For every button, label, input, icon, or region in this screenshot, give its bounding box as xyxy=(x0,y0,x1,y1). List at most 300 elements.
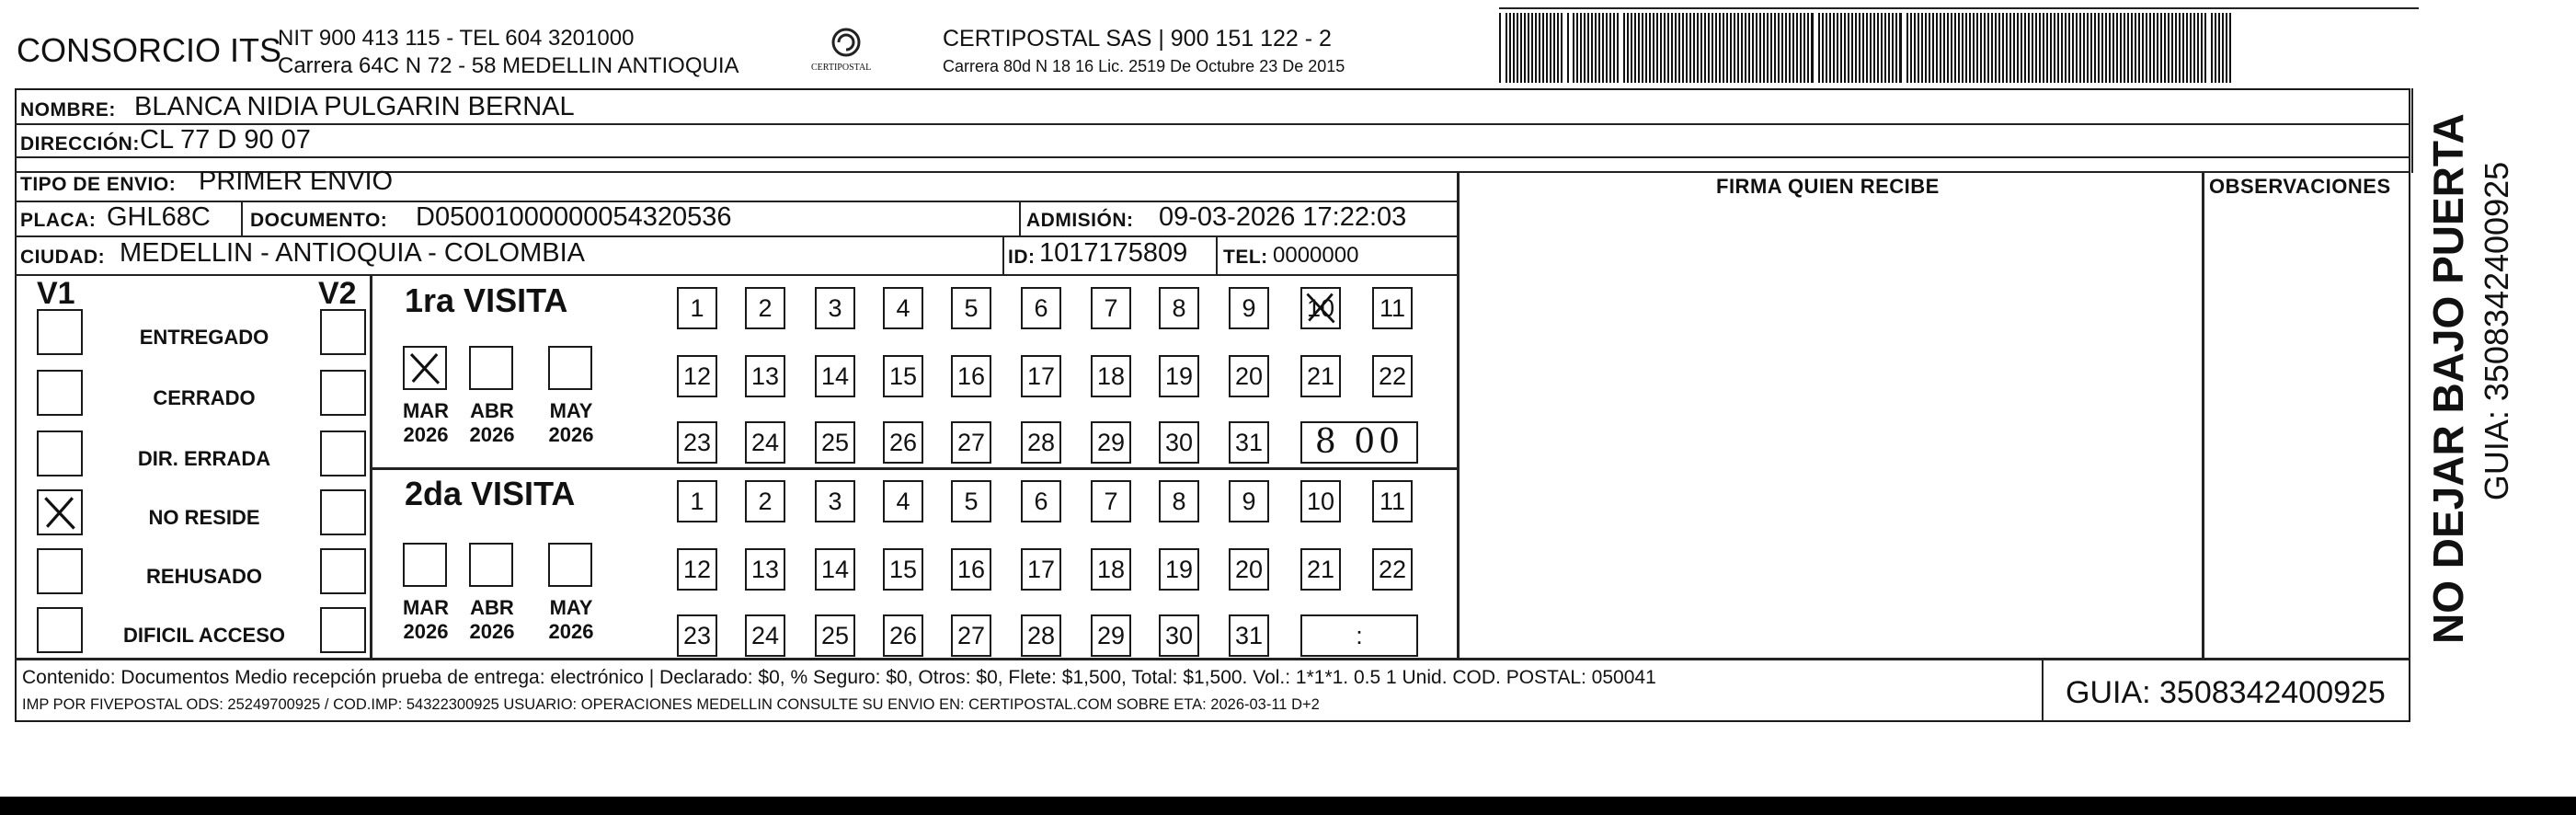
barcode-bar xyxy=(1675,13,1677,83)
month-checkbox[interactable] xyxy=(469,543,513,587)
barcode-bar xyxy=(2226,13,2227,83)
barcode-bar xyxy=(2171,13,2173,83)
status-label: NO RESIDE xyxy=(148,506,260,529)
day-box[interactable]: 5 xyxy=(951,287,991,329)
barcode-bar xyxy=(1623,13,1625,83)
tel-label: TEL: xyxy=(1223,247,1268,268)
barcode-bar xyxy=(1506,13,1507,83)
barcode-bar xyxy=(1752,13,1754,83)
day-box[interactable]: 28 xyxy=(1021,421,1061,464)
barcode-bar xyxy=(1800,13,1802,83)
barcode-bar xyxy=(2017,13,2019,83)
month-label: MAR xyxy=(402,596,450,619)
day-box[interactable]: 31 xyxy=(1229,614,1269,657)
barcode-bar xyxy=(1862,13,1864,83)
barcode xyxy=(1499,13,2235,83)
barcode-bar xyxy=(1910,13,1912,83)
barcode-bar xyxy=(1969,13,1971,83)
barcode-bar xyxy=(1602,13,1604,83)
day-box[interactable]: 27 xyxy=(951,614,991,657)
barcode-bar xyxy=(1535,13,1537,83)
day-box[interactable]: 1 xyxy=(677,287,717,329)
day-box[interactable]: 3 xyxy=(815,287,855,329)
day-box[interactable]: 30 xyxy=(1159,614,1199,657)
day-box[interactable]: 7 xyxy=(1091,480,1131,522)
barcode-bar xyxy=(2168,13,2170,83)
barcode-bar xyxy=(1884,13,1886,83)
v2-checkbox[interactable] xyxy=(320,309,366,355)
barcode-bar xyxy=(2160,13,2162,83)
barcode-bar xyxy=(2068,13,2070,83)
barcode-bar xyxy=(2146,13,2147,83)
barcode-bar xyxy=(1818,13,1820,83)
barcode-bar xyxy=(1649,13,1651,83)
month-label: ABR xyxy=(470,399,514,422)
barcode-bar xyxy=(1561,13,1563,83)
barcode-bar xyxy=(2050,13,2052,83)
barcode-bar xyxy=(2127,13,2129,83)
day-box[interactable]: 4 xyxy=(883,480,923,522)
nombre-label: NOMBRE: xyxy=(20,99,116,121)
day-box[interactable]: 10 xyxy=(1300,480,1341,522)
ciudad-value: MEDELLIN - ANTIOQUIA - COLOMBIA xyxy=(120,238,585,268)
v2-checkbox[interactable] xyxy=(320,430,366,476)
visit2-title: 2da VISITA xyxy=(405,475,576,512)
month-checkbox[interactable] xyxy=(403,543,447,587)
barcode-bar xyxy=(1973,13,1975,83)
month-label: ABR xyxy=(470,596,514,619)
barcode-bar xyxy=(2057,13,2059,83)
visit1-title: 1ra VISITA xyxy=(405,281,568,319)
barcode-bar xyxy=(1656,13,1658,83)
barcode-bar xyxy=(2142,13,2144,83)
barcode-bar xyxy=(1734,13,1735,83)
day-box[interactable]: 25 xyxy=(815,421,855,464)
day-box[interactable]: 8 xyxy=(1159,480,1199,522)
day-box[interactable]: 20 xyxy=(1229,355,1269,397)
barcode-bar xyxy=(2135,13,2136,83)
status-label: DIR. ERRADA xyxy=(137,447,271,470)
v1-checkbox[interactable] xyxy=(37,370,83,416)
barcode-bar xyxy=(1517,13,1518,83)
barcode-bar xyxy=(1929,13,1930,83)
day-box[interactable]: 21 xyxy=(1300,355,1341,397)
barcode-bar xyxy=(1584,13,1586,83)
day-box[interactable]: 14 xyxy=(815,355,855,397)
barcode-bar xyxy=(2112,13,2114,83)
barcode-bar xyxy=(1591,13,1593,83)
day-box[interactable]: 28 xyxy=(1021,614,1061,657)
day-box[interactable]: 12 xyxy=(677,548,717,591)
id-label: ID: xyxy=(1008,247,1036,268)
day-box[interactable]: 12 xyxy=(677,355,717,397)
barcode-bar xyxy=(1567,13,1569,83)
day-box[interactable]: 15 xyxy=(883,355,923,397)
day-box[interactable]: 14 xyxy=(815,548,855,591)
barcode-bar xyxy=(2138,13,2140,83)
barcode-bar xyxy=(1704,13,1706,83)
barcode-bar xyxy=(1557,13,1559,83)
day-box[interactable]: 1 xyxy=(677,480,717,522)
barcode-bar xyxy=(1513,13,1515,83)
barcode-bar xyxy=(1932,13,1934,83)
barcode-bar xyxy=(1962,13,1963,83)
v1-checkbox[interactable] xyxy=(37,548,83,594)
barcode-bar xyxy=(1954,13,1956,83)
barcode-bar xyxy=(1987,13,1989,83)
day-box[interactable]: 16 xyxy=(951,548,991,591)
barcode-bar xyxy=(2065,13,2067,83)
barcode-bar xyxy=(1844,13,1846,83)
logo-text: CERTIPOSTAL xyxy=(811,63,872,73)
barcode-bar xyxy=(2054,13,2055,83)
barcode-bar xyxy=(1553,13,1555,83)
placa-value: GHL68C xyxy=(107,202,211,232)
carrier-name: CERTIPOSTAL SAS | 900 151 122 - 2 xyxy=(943,26,1332,52)
barcode-bar xyxy=(2190,13,2192,83)
barcode-bar xyxy=(1940,13,1941,83)
barcode-bar xyxy=(1573,13,1574,83)
barcode-bar xyxy=(1546,13,1548,83)
barcode-bar xyxy=(1991,13,1993,83)
barcode-bar xyxy=(1951,13,1952,83)
barcode-bar xyxy=(2046,13,2048,83)
barcode-bar xyxy=(1770,13,1772,83)
barcode-bar xyxy=(2211,13,2213,83)
barcode-bar xyxy=(2094,13,2096,83)
day-box[interactable]: 26 xyxy=(883,421,923,464)
barcode-bar xyxy=(2006,13,2008,83)
barcode-bar xyxy=(1759,13,1761,83)
barcode-bar xyxy=(1947,13,1949,83)
barcode-bar xyxy=(1892,13,1894,83)
barcode-bar xyxy=(1678,13,1680,83)
day-box[interactable]: 9 xyxy=(1229,480,1269,522)
barcode-bar xyxy=(1851,13,1853,83)
barcode-bar xyxy=(1918,13,1919,83)
barcode-bar xyxy=(1958,13,1960,83)
barcode-bar xyxy=(1660,13,1662,83)
footer-guia: GUIA: 3508342400925 xyxy=(2066,675,2386,710)
day-box[interactable]: 5 xyxy=(951,480,991,522)
barcode-bar xyxy=(2083,13,2085,83)
barcode-bar xyxy=(1811,13,1814,83)
barcode-bar xyxy=(2035,13,2037,83)
day-box[interactable]: 17 xyxy=(1021,548,1061,591)
barcode-bar xyxy=(2105,13,2107,83)
day-box[interactable]: 11 xyxy=(1372,287,1413,329)
day-box[interactable]: 22 xyxy=(1372,548,1413,591)
barcode-bar xyxy=(1730,13,1732,83)
v1-checkbox[interactable] xyxy=(37,309,83,355)
barcode-bar xyxy=(1741,13,1743,83)
barcode-bar xyxy=(1642,13,1643,83)
barcode-bar xyxy=(1689,13,1691,83)
barcode-bar xyxy=(1613,13,1615,83)
barcode-bar xyxy=(1899,13,1902,83)
barcode-bar xyxy=(1925,13,1927,83)
barcode-bar xyxy=(2024,13,2026,83)
barcode-bar xyxy=(1855,13,1857,83)
barcode-bar xyxy=(1781,13,1783,83)
day-box[interactable]: 11 xyxy=(1372,480,1413,522)
day-box[interactable]: 26 xyxy=(883,614,923,657)
barcode-bar xyxy=(1737,13,1739,83)
barcode-bar xyxy=(2098,13,2100,83)
barcode-bar xyxy=(2201,13,2203,83)
day-box[interactable]: 9 xyxy=(1229,287,1269,329)
barcode-bar xyxy=(1664,13,1666,83)
barcode-bar xyxy=(1631,13,1632,83)
barcode-bar xyxy=(1995,13,1997,83)
barcode-bar xyxy=(1539,13,1540,83)
documento-label: DOCUMENTO: xyxy=(250,210,388,231)
barcode-bar xyxy=(1667,13,1669,83)
v1-checkbox[interactable] xyxy=(37,607,83,653)
barcode-bar xyxy=(2204,13,2206,83)
status-label: ENTREGADO xyxy=(139,326,269,349)
barcode-bar xyxy=(1980,13,1982,83)
day-box[interactable]: 24 xyxy=(745,614,785,657)
barcode-bar xyxy=(2013,13,2015,83)
barcode-bar xyxy=(1767,13,1769,83)
side-guia: GUIA: 3508342400925 xyxy=(2478,161,2515,501)
barcode-bar xyxy=(2222,13,2224,83)
barcode-bar xyxy=(1837,13,1838,83)
day-box[interactable]: 18 xyxy=(1091,355,1131,397)
month-year: 2026 xyxy=(469,423,515,446)
barcode-bar xyxy=(1606,13,1608,83)
barcode-bar xyxy=(1807,13,1809,83)
barcode-bar xyxy=(2229,13,2231,83)
company-nit-tel: NIT 900 413 115 - TEL 604 3201000 xyxy=(278,26,635,51)
day-box[interactable]: 6 xyxy=(1021,287,1061,329)
barcode-bar xyxy=(2179,13,2181,83)
day-box[interactable]: 13 xyxy=(745,548,785,591)
barcode-bar xyxy=(1833,13,1835,83)
day-box[interactable]: 27 xyxy=(951,421,991,464)
barcode-bar xyxy=(2120,13,2122,83)
barcode-bar xyxy=(1774,13,1776,83)
barcode-bar xyxy=(1803,13,1805,83)
v2-checkbox[interactable] xyxy=(320,489,366,535)
day-box[interactable]: 17 xyxy=(1021,355,1061,397)
month-checkbox[interactable] xyxy=(548,346,592,390)
day-box[interactable]: 24 xyxy=(745,421,785,464)
company-address: Carrera 64C N 72 - 58 MEDELLIN ANTIOQUIA xyxy=(278,53,739,78)
barcode-bar xyxy=(1976,13,1978,83)
barcode-bar xyxy=(1840,13,1842,83)
day-box[interactable]: 30 xyxy=(1159,421,1199,464)
day-box[interactable]: 8 xyxy=(1159,287,1199,329)
admision-label: ADMISIÓN: xyxy=(1026,210,1134,231)
day-box[interactable]: 29 xyxy=(1091,614,1131,657)
certipostal-logo-icon xyxy=(809,26,883,77)
firma-header: FIRMA QUIEN RECIBE xyxy=(1716,175,1940,198)
day-box[interactable]: 20 xyxy=(1229,548,1269,591)
side-warning: NO DEJAR BAJO PUERTA xyxy=(2424,113,2472,644)
barcode-bar xyxy=(1682,13,1684,83)
footer-imp: IMP POR FIVEPOSTAL ODS: 25249700925 / COD.IMP: 54322300925 USUARIO: OPERACIONES MEDELLIN CONSULTE SU ENVIO EN: CERTIPOSTAL.COM SOBRE ETA: 2026-03-11 D+2 xyxy=(22,696,1320,713)
day-box[interactable]: 31 xyxy=(1229,421,1269,464)
status-label: REHUSADO xyxy=(146,565,262,588)
day-box[interactable]: 16 xyxy=(951,355,991,397)
month-year: 2026 xyxy=(403,620,449,643)
barcode-bar xyxy=(2079,13,2081,83)
barcode-bar xyxy=(1595,13,1597,83)
day-box[interactable]: 18 xyxy=(1091,548,1131,591)
nombre-value: BLANCA NIDIA PULGARIN BERNAL xyxy=(134,92,575,121)
barcode-bar xyxy=(2164,13,2166,83)
barcode-bar xyxy=(2197,13,2199,83)
day-box[interactable]: 4 xyxy=(883,287,923,329)
barcode-bar xyxy=(1866,13,1868,83)
month-year: 2026 xyxy=(469,620,515,643)
day-box[interactable]: 13 xyxy=(745,355,785,397)
tel-value: 0000000 xyxy=(1273,243,1359,268)
barcode-bar xyxy=(1829,13,1831,83)
status-label: DIFICIL ACCESO xyxy=(122,624,285,647)
month-year: 2026 xyxy=(548,423,594,446)
barcode-bar xyxy=(1499,13,1501,83)
barcode-bar xyxy=(1617,13,1619,83)
footer-content: Contenido: Documentos Medio recepción prueba de entrega: electrónico | Declarado: $0, % Seguro: $0, Otros: $0, Flete: $1,500, Total: $1,500. Vol.: 1*1*1. 0.5 1 Unid. COD. POSTAL: 050041 xyxy=(22,667,1656,688)
day-box[interactable]: 22 xyxy=(1372,355,1413,397)
barcode-bar xyxy=(1697,13,1699,83)
id-value: 1017175809 xyxy=(1039,238,1188,268)
barcode-bar xyxy=(1881,13,1883,83)
barcode-bar xyxy=(2076,13,2078,83)
barcode-bar xyxy=(2131,13,2133,83)
v1-label: V1 xyxy=(37,276,75,311)
bottom-band xyxy=(0,797,2576,815)
time-box[interactable]: : xyxy=(1300,614,1418,657)
barcode-bar xyxy=(1576,13,1578,83)
barcode-bar xyxy=(1796,13,1798,83)
tipo-envio-value: PRIMER ENVIO xyxy=(199,166,394,196)
barcode-bar xyxy=(2157,13,2158,83)
barcode-bar xyxy=(1826,13,1827,83)
day-box[interactable]: 3 xyxy=(815,480,855,522)
barcode-bar xyxy=(1785,13,1787,83)
month-checkbox[interactable] xyxy=(469,346,513,390)
day-box[interactable]: 23 xyxy=(677,614,717,657)
placa-label: PLACA: xyxy=(20,210,97,231)
barcode-bar xyxy=(1531,13,1533,83)
barcode-bar xyxy=(1748,13,1750,83)
month-checkbox[interactable] xyxy=(403,346,447,390)
barcode-bar xyxy=(1792,13,1794,83)
barcode-bar xyxy=(1745,13,1746,83)
barcode-bar xyxy=(1653,13,1654,83)
barcode-bar xyxy=(1789,13,1791,83)
month-label: MAY xyxy=(549,399,593,422)
barcode-bar xyxy=(1645,13,1647,83)
time-box[interactable]: 8 00 xyxy=(1300,421,1418,464)
barcode-bar xyxy=(1634,13,1636,83)
barcode-bar xyxy=(1715,13,1717,83)
barcode-bar xyxy=(1848,13,1849,83)
admision-value: 09-03-2026 17:22:03 xyxy=(1159,202,1407,232)
barcode-bar xyxy=(2087,13,2089,83)
barcode-bar xyxy=(2032,13,2033,83)
day-box[interactable]: 25 xyxy=(815,614,855,657)
barcode-bar xyxy=(2215,13,2216,83)
barcode-bar xyxy=(1708,13,1710,83)
barcode-bar xyxy=(2193,13,2195,83)
barcode-bar xyxy=(1723,13,1724,83)
barcode-bar xyxy=(1693,13,1695,83)
barcode-bar xyxy=(1965,13,1967,83)
day-box[interactable]: 19 xyxy=(1159,548,1199,591)
barcode-bar xyxy=(1509,13,1511,83)
v1-checkbox[interactable] xyxy=(37,430,83,476)
barcode-bar xyxy=(1895,13,1897,83)
day-box[interactable]: 23 xyxy=(677,421,717,464)
barcode-bar xyxy=(2002,13,2004,83)
barcode-bar xyxy=(1700,13,1702,83)
barcode-bar xyxy=(1524,13,1526,83)
day-box[interactable]: 7 xyxy=(1091,287,1131,329)
barcode-bar xyxy=(2218,13,2220,83)
v2-checkbox[interactable] xyxy=(320,370,366,416)
barcode-bar xyxy=(2028,13,2030,83)
day-box[interactable]: 10 xyxy=(1300,287,1341,329)
barcode-bar xyxy=(1686,13,1688,83)
barcode-bar xyxy=(1609,13,1611,83)
v2-checkbox[interactable] xyxy=(320,607,366,653)
barcode-bar xyxy=(2182,13,2184,83)
barcode-bar xyxy=(2090,13,2092,83)
day-box[interactable]: 2 xyxy=(745,287,785,329)
barcode-bar xyxy=(2009,13,2011,83)
barcode-bar xyxy=(2061,13,2063,83)
observaciones-header: OBSERVACIONES xyxy=(2209,175,2391,198)
month-year: 2026 xyxy=(548,620,594,643)
barcode-bar xyxy=(1984,13,1986,83)
barcode-bar xyxy=(1580,13,1582,83)
barcode-bar xyxy=(1550,13,1551,83)
v2-checkbox[interactable] xyxy=(320,548,366,594)
month-checkbox[interactable] xyxy=(548,543,592,587)
barcode-bar xyxy=(2149,13,2151,83)
day-box[interactable]: 2 xyxy=(745,480,785,522)
day-box[interactable]: 6 xyxy=(1021,480,1061,522)
company-name: CONSORCIO ITS xyxy=(17,31,282,69)
barcode-bar xyxy=(2175,13,2177,83)
barcode-bar xyxy=(2109,13,2111,83)
barcode-bar xyxy=(1598,13,1600,83)
status-label: CERRADO xyxy=(153,386,256,409)
v1-checkbox[interactable] xyxy=(37,489,83,535)
barcode-bar xyxy=(1638,13,1640,83)
documento-value: D05001000000054320536 xyxy=(416,202,732,232)
direccion-value: CL 77 D 90 07 xyxy=(140,125,311,155)
day-box[interactable]: 29 xyxy=(1091,421,1131,464)
day-box[interactable]: 21 xyxy=(1300,548,1341,591)
direccion-label: DIRECCIÓN: xyxy=(20,133,140,155)
barcode-bar xyxy=(1726,13,1728,83)
ciudad-label: CIUDAD: xyxy=(20,247,106,268)
barcode-bar xyxy=(1906,13,1908,83)
barcode-bar xyxy=(1756,13,1757,83)
barcode-bar xyxy=(2186,13,2188,83)
barcode-bar xyxy=(1528,13,1529,83)
day-box[interactable]: 15 xyxy=(883,548,923,591)
day-box[interactable]: 19 xyxy=(1159,355,1199,397)
barcode-bar xyxy=(1712,13,1713,83)
barcode-bar xyxy=(1542,13,1544,83)
